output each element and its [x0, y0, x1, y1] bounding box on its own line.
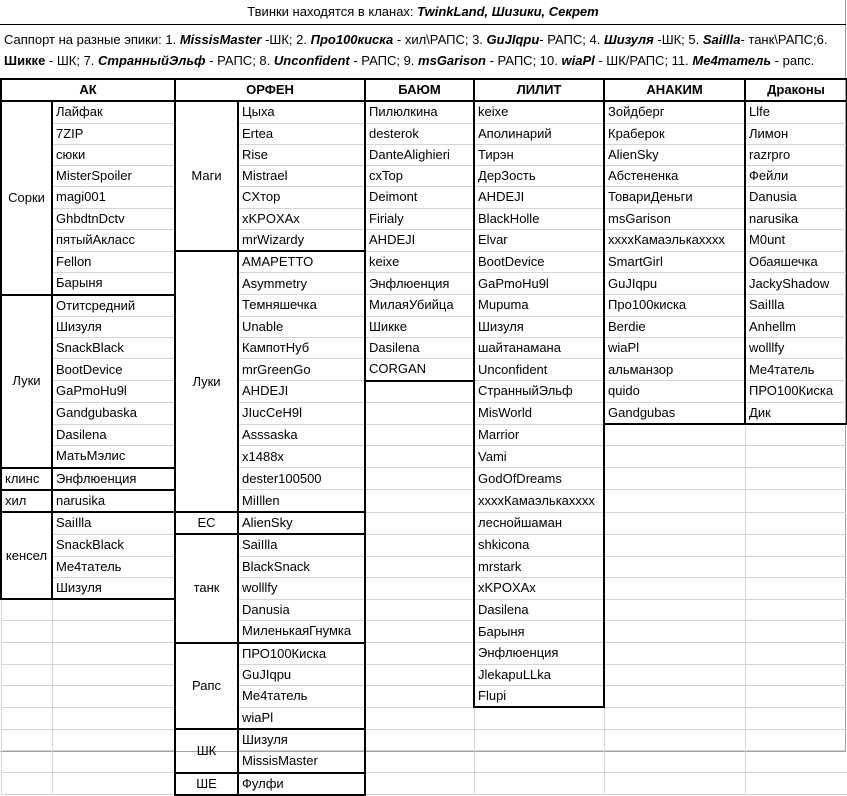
- orfen-player-cell[interactable]: КампотНуб: [238, 338, 365, 359]
- ak-player-cell[interactable]: GaPmoHu9l: [52, 381, 175, 403]
- dragons-player-cell[interactable]: JackyShadow: [745, 273, 847, 295]
- ak-group-hil: хил: [1, 490, 52, 512]
- table-row: [1, 729, 847, 751]
- empty-cell: [604, 599, 745, 621]
- orfen-player-cell[interactable]: SaiIlla: [238, 534, 365, 556]
- clans-title-prefix: Твинки находятся в кланах:: [247, 4, 418, 19]
- empty-cell: [1, 643, 52, 665]
- support-entry-name: MissisMaster: [179, 32, 262, 47]
- lilit-player-cell[interactable]: BlackHolle: [474, 208, 604, 229]
- lilit-player-cell[interactable]: Тирэн: [474, 144, 604, 165]
- orfen-player-cell[interactable]: Фулфи: [238, 773, 365, 795]
- support-entry-role: - РАПС;: [205, 52, 260, 68]
- support-entry-number: 3.: [472, 32, 487, 47]
- empty-cell: [365, 751, 474, 773]
- lilit-player-cell[interactable]: AHDEJI: [474, 187, 604, 208]
- empty-cell: [52, 729, 175, 751]
- support-entry-number: 9.: [403, 52, 419, 68]
- ak-group-klins: клинс: [1, 468, 52, 490]
- empty-cell: [604, 468, 745, 490]
- empty-cell: [365, 643, 474, 665]
- lilit-player-cell[interactable]: Энфлюенция: [474, 643, 604, 665]
- support-entry-number: 5.: [688, 32, 703, 47]
- empty-cell: [745, 599, 847, 621]
- empty-cell: [52, 751, 175, 773]
- baium-player-cell[interactable]: Энфлюенция: [365, 273, 474, 295]
- empty-cell: [365, 468, 474, 490]
- table-row: [1, 187, 847, 208]
- table-row: [1, 577, 847, 599]
- column-header-orfen: ОРФЕН: [175, 79, 365, 101]
- ak-player-cell[interactable]: пятыйАкласс: [52, 229, 175, 251]
- baium-player-cell[interactable]: Шикке: [365, 316, 474, 337]
- lilit-player-cell[interactable]: mrstark: [474, 556, 604, 577]
- ak-player-cell[interactable]: narusika: [52, 490, 175, 512]
- baium-player-cell[interactable]: keixe: [365, 251, 474, 273]
- empty-cell: [1, 599, 52, 621]
- support-entry-number: 6.: [816, 32, 828, 47]
- orfen-player-cell[interactable]: x1488x: [238, 446, 365, 468]
- table-row: [1, 490, 847, 512]
- lilit-player-cell[interactable]: BootDevice: [474, 251, 604, 273]
- table-row: [1, 664, 847, 685]
- empty-cell: [474, 707, 604, 729]
- empty-cell: [745, 773, 847, 795]
- empty-cell: [1, 707, 52, 729]
- orfen-group-tank: танк: [175, 534, 238, 642]
- empty-cell: [604, 643, 745, 665]
- lilit-player-cell[interactable]: Vami: [474, 446, 604, 468]
- orfen-group-magi: Маги: [175, 101, 238, 251]
- table-row: [1, 468, 847, 490]
- empty-cell: [474, 751, 604, 773]
- dragons-player-cell[interactable]: narusika: [745, 208, 847, 229]
- empty-cell: [745, 664, 847, 685]
- anakim-player-cell[interactable]: Berdie: [604, 316, 745, 337]
- table-row: [1, 424, 847, 446]
- table-row: [1, 316, 847, 337]
- lilit-player-cell[interactable]: Elvar: [474, 229, 604, 251]
- support-line: [4, 26, 844, 80]
- ak-player-cell[interactable]: МатьМэлис: [52, 446, 175, 468]
- empty-cell: [745, 468, 847, 490]
- clans-list: TwinkLand, Шизики, Секрет: [417, 4, 599, 19]
- support-entry-name: Unconfident: [273, 52, 350, 68]
- empty-cell: [745, 534, 847, 556]
- lilit-player-cell[interactable]: СтранныйЭльф: [474, 381, 604, 403]
- orfen-player-cell[interactable]: Asssaska: [238, 424, 365, 446]
- anakim-player-cell[interactable]: Про100киска: [604, 295, 745, 317]
- empty-cell: [745, 707, 847, 729]
- table-row: [1, 621, 847, 643]
- ak-player-cell[interactable]: SnackBlack: [52, 534, 175, 556]
- table-row: [1, 229, 847, 251]
- orfen-player-cell[interactable]: ПРО100Киска: [238, 643, 365, 665]
- table-row: [1, 208, 847, 229]
- orfen-player-cell[interactable]: mrGreenGo: [238, 359, 365, 381]
- anakim-player-cell[interactable]: Абстененка: [604, 166, 745, 187]
- empty-cell: [52, 773, 175, 795]
- baium-player-cell[interactable]: cxTop: [365, 166, 474, 187]
- table-row: [1, 751, 847, 773]
- support-entry-role: - ШК;: [45, 52, 84, 68]
- orfen-player-cell[interactable]: Ertea: [238, 123, 365, 144]
- anakim-player-cell[interactable]: wiaPl: [604, 338, 745, 359]
- support-entry-number: 1.: [165, 32, 180, 47]
- support-entry-role: - РАПС;: [539, 32, 590, 47]
- table-row: [1, 446, 847, 468]
- table-row: [1, 101, 847, 123]
- orfen-group-ec: ЕС: [175, 512, 238, 534]
- empty-cell: [365, 773, 474, 795]
- anakim-player-cell[interactable]: quido: [604, 381, 745, 403]
- baium-player-cell[interactable]: Пилюлкина: [365, 101, 474, 123]
- empty-cell: [745, 751, 847, 773]
- support-entry-number: 11.: [671, 52, 693, 68]
- lilit-player-cell[interactable]: GodOfDreams: [474, 468, 604, 490]
- column-header-anakim: АНАКИМ: [604, 79, 745, 101]
- dragons-player-cell[interactable]: ПРО100Киска: [745, 381, 847, 403]
- support-entry-number: 10.: [539, 52, 562, 68]
- anakim-player-cell[interactable]: GuJIqpu: [604, 273, 745, 295]
- dragons-player-cell[interactable]: Лимон: [745, 123, 847, 144]
- table-row: [1, 359, 847, 381]
- dragons-player-cell[interactable]: Фейли: [745, 166, 847, 187]
- empty-cell: [604, 577, 745, 599]
- orfen-player-cell[interactable]: CXтор: [238, 187, 365, 208]
- empty-cell: [365, 490, 474, 512]
- table-row: [1, 643, 847, 665]
- support-entry-number: 8.: [259, 52, 274, 68]
- empty-cell: [1, 621, 52, 643]
- orfen-player-cell[interactable]: Danusia: [238, 599, 365, 621]
- empty-cell: [52, 664, 175, 685]
- empty-cell: [745, 490, 847, 512]
- table-row: [1, 707, 847, 729]
- table-row: [1, 295, 847, 317]
- orfen-player-cell[interactable]: Цыха: [238, 101, 365, 123]
- empty-cell: [52, 686, 175, 708]
- empty-cell: [365, 424, 474, 446]
- empty-cell: [604, 534, 745, 556]
- lilit-player-cell[interactable]: Marrior: [474, 424, 604, 446]
- dragons-player-cell[interactable]: Danusia: [745, 187, 847, 208]
- empty-cell: [604, 686, 745, 708]
- orfen-player-cell[interactable]: Темняшечка: [238, 295, 365, 317]
- ak-player-cell[interactable]: MisterSpoiler: [52, 166, 175, 187]
- empty-cell: [365, 534, 474, 556]
- empty-cell: [365, 556, 474, 577]
- ak-player-cell[interactable]: Me4тaтель: [52, 556, 175, 577]
- column-header-baium: БАЮМ: [365, 79, 474, 101]
- ak-player-cell[interactable]: SaiIlla: [52, 512, 175, 534]
- table-row: [1, 251, 847, 273]
- ak-player-cell[interactable]: Барыня: [52, 273, 175, 295]
- support-entry-name: Шизуля: [603, 32, 654, 47]
- table-row: [1, 534, 847, 556]
- ak-player-cell[interactable]: Gandgubaska: [52, 402, 175, 424]
- table-row: [1, 686, 847, 708]
- orfen-group-luki: Луки: [175, 251, 238, 512]
- ak-player-cell[interactable]: SnackBlack: [52, 338, 175, 359]
- lilit-player-cell[interactable]: xKPOXAx: [474, 577, 604, 599]
- empty-cell: [52, 707, 175, 729]
- orfen-group-she: ШЕ: [175, 773, 238, 795]
- orfen-player-cell[interactable]: wolllfy: [238, 577, 365, 599]
- support-entry-role: - рапс.: [771, 52, 815, 68]
- empty-cell: [52, 599, 175, 621]
- clans-title: [0, 0, 846, 25]
- dragons-player-cell[interactable]: razrpro: [745, 144, 847, 165]
- orfen-player-cell[interactable]: Me4тaтель: [238, 686, 365, 708]
- table-row: [1, 338, 847, 359]
- orfen-player-cell[interactable]: MiIllen: [238, 490, 365, 512]
- baium-player-cell[interactable]: AHDEJI: [365, 229, 474, 251]
- empty-cell: [604, 621, 745, 643]
- empty-cell: [1, 729, 52, 751]
- empty-cell: [745, 621, 847, 643]
- baium-player-cell[interactable]: МилаяУбийца: [365, 295, 474, 317]
- empty-cell: [474, 773, 604, 795]
- baium-player-cell[interactable]: Dasilena: [365, 338, 474, 359]
- table-row: [1, 512, 847, 534]
- empty-cell: [745, 686, 847, 708]
- support-entry-name: GuJIqpu: [486, 32, 540, 47]
- anakim-player-cell[interactable]: Gandgubas: [604, 402, 745, 424]
- orfen-player-cell[interactable]: Asymmetry: [238, 273, 365, 295]
- empty-cell: [604, 512, 745, 534]
- lilit-player-cell[interactable]: keixe: [474, 101, 604, 123]
- support-entry-role: - РАПС;: [485, 52, 540, 68]
- empty-cell: [604, 751, 745, 773]
- empty-cell: [745, 556, 847, 577]
- orfen-player-cell[interactable]: MissisMaster: [238, 751, 365, 773]
- support-entry-name: Шикке: [4, 52, 46, 68]
- lilit-player-cell[interactable]: Dasilena: [474, 599, 604, 621]
- empty-cell: [365, 707, 474, 729]
- lilit-player-cell[interactable]: Шизуля: [474, 316, 604, 337]
- table-row: [1, 273, 847, 295]
- ak-player-cell[interactable]: GhbdtnDctv: [52, 208, 175, 229]
- ak-player-cell[interactable]: Шизуля: [52, 316, 175, 337]
- empty-cell: [365, 686, 474, 708]
- ak-player-cell[interactable]: 7ZIP: [52, 123, 175, 144]
- support-entry-name: msGarison: [418, 52, 486, 68]
- empty-cell: [1, 686, 52, 708]
- empty-cell: [604, 556, 745, 577]
- empty-cell: [1, 664, 52, 685]
- orfen-player-cell[interactable]: AHDEJI: [238, 381, 365, 403]
- lilit-player-cell[interactable]: Flupi: [474, 686, 604, 708]
- orfen-player-cell[interactable]: Mistrael: [238, 166, 365, 187]
- lilit-player-cell[interactable]: shkicona: [474, 534, 604, 556]
- table-row: [1, 123, 847, 144]
- empty-cell: [604, 664, 745, 685]
- empty-cell: [365, 577, 474, 599]
- table-row: [1, 166, 847, 187]
- ak-player-cell[interactable]: Энфлюенция: [52, 468, 175, 490]
- empty-cell: [52, 621, 175, 643]
- lilit-player-cell[interactable]: JlekapuLLka: [474, 664, 604, 685]
- anakim-player-cell[interactable]: Краберок: [604, 123, 745, 144]
- empty-cell: [604, 729, 745, 751]
- empty-cell: [745, 643, 847, 665]
- support-entry-role: - танк\РАПС;: [740, 32, 817, 47]
- lilit-player-cell[interactable]: MisWorld: [474, 402, 604, 424]
- baium-player-cell[interactable]: CORGAN: [365, 359, 474, 381]
- table-row: [1, 381, 847, 403]
- empty-cell: [365, 512, 474, 534]
- ak-player-cell[interactable]: сюки: [52, 144, 175, 165]
- orfen-player-cell[interactable]: mrWizardy: [238, 229, 365, 251]
- orfen-player-cell[interactable]: xKPOXAx: [238, 208, 365, 229]
- baium-player-cell[interactable]: Deimont: [365, 187, 474, 208]
- empty-cell: [365, 402, 474, 424]
- orfen-player-cell[interactable]: Шизуля: [238, 729, 365, 751]
- orfen-player-cell[interactable]: wiaPl: [238, 707, 365, 729]
- orfen-group-raps: Рапс: [175, 643, 238, 730]
- orfen-player-cell[interactable]: AlienSky: [238, 512, 365, 534]
- ak-group-sorki: Сорки: [1, 101, 52, 294]
- empty-cell: [474, 729, 604, 751]
- anakim-player-cell[interactable]: msGarison: [604, 208, 745, 229]
- table-row: [1, 402, 847, 424]
- empty-cell: [604, 424, 745, 446]
- anakim-player-cell[interactable]: xxxxКамаэлькаxxxx: [604, 229, 745, 251]
- support-entry-name: Me4тaтель: [692, 52, 772, 68]
- lilit-player-cell[interactable]: леснойшаман: [474, 512, 604, 534]
- empty-cell: [1, 751, 52, 773]
- lilit-player-cell[interactable]: Unconfident: [474, 359, 604, 381]
- ak-player-cell[interactable]: Лайфак: [52, 101, 175, 123]
- lilit-player-cell[interactable]: Аполинарий: [474, 123, 604, 144]
- ak-player-cell[interactable]: Fellon: [52, 251, 175, 273]
- support-entry-name: Про100киска: [310, 32, 394, 47]
- dragons-player-cell[interactable]: Anhellm: [745, 316, 847, 337]
- column-header-lilit: ЛИЛИТ: [474, 79, 604, 101]
- support-entry-name: SaiIlla: [702, 32, 741, 47]
- empty-cell: [365, 729, 474, 751]
- support-entry-role: -ШК;: [653, 32, 689, 47]
- lilit-player-cell[interactable]: ДерЗость: [474, 166, 604, 187]
- support-prefix: Саппорт на разные эпики:: [4, 32, 166, 47]
- roster-table: [0, 78, 847, 796]
- ak-player-cell[interactable]: Шизуля: [52, 577, 175, 599]
- empty-cell: [604, 707, 745, 729]
- orfen-player-cell[interactable]: Unable: [238, 316, 365, 337]
- dragons-player-cell[interactable]: wolllfy: [745, 338, 847, 359]
- table-row: [1, 556, 847, 577]
- empty-cell: [365, 381, 474, 403]
- ak-player-cell[interactable]: Отитсредний: [52, 295, 175, 317]
- ak-player-cell[interactable]: BootDevice: [52, 359, 175, 381]
- dragons-player-cell[interactable]: SaiIlla: [745, 295, 847, 317]
- empty-cell: [745, 577, 847, 599]
- empty-cell: [604, 490, 745, 512]
- support-entry-role: - РАПС;: [349, 52, 404, 68]
- orfen-player-cell[interactable]: GuJIqpu: [238, 664, 365, 685]
- orfen-player-cell[interactable]: Rise: [238, 144, 365, 165]
- anakim-player-cell[interactable]: AlienSky: [604, 144, 745, 165]
- support-entry-number: 7.: [83, 52, 99, 68]
- support-entry-number: 2.: [296, 32, 311, 47]
- orfen-group-shk: ШК: [175, 729, 238, 773]
- empty-cell: [745, 512, 847, 534]
- dragons-player-cell[interactable]: M0unt: [745, 229, 847, 251]
- lilit-player-cell[interactable]: Барыня: [474, 621, 604, 643]
- orfen-player-cell[interactable]: МиленькаяГнумка: [238, 621, 365, 643]
- empty-cell: [745, 424, 847, 446]
- support-entry-role: - хил\РАПС;: [393, 32, 473, 47]
- column-header-row: [1, 79, 847, 101]
- dragons-player-cell[interactable]: Дик: [745, 402, 847, 424]
- table-row: [1, 144, 847, 165]
- empty-cell: [365, 621, 474, 643]
- dragons-player-cell[interactable]: Me4тaтель: [745, 359, 847, 381]
- ak-group-luki: Луки: [1, 295, 52, 468]
- empty-cell: [365, 446, 474, 468]
- empty-cell: [365, 599, 474, 621]
- lilit-player-cell[interactable]: xxxxКамаэлькаxxxx: [474, 490, 604, 512]
- lilit-player-cell[interactable]: шайтанамана: [474, 338, 604, 359]
- table-row: [1, 599, 847, 621]
- baium-player-cell[interactable]: Firialy: [365, 208, 474, 229]
- empty-cell: [604, 773, 745, 795]
- baium-player-cell[interactable]: desterok: [365, 123, 474, 144]
- column-header-ak: АК: [1, 79, 175, 101]
- empty-cell: [365, 664, 474, 685]
- empty-cell: [604, 446, 745, 468]
- lilit-player-cell[interactable]: GaPmoHu9l: [474, 273, 604, 295]
- ak-group-kensel: кенсел: [1, 512, 52, 599]
- orfen-player-cell[interactable]: JIucCeH9l: [238, 402, 365, 424]
- anakim-player-cell[interactable]: ТовариДеньги: [604, 187, 745, 208]
- orfen-player-cell[interactable]: BlackSnack: [238, 556, 365, 577]
- lilit-player-cell[interactable]: Mupuma: [474, 295, 604, 317]
- dragons-player-cell[interactable]: Llfe: [745, 101, 847, 123]
- anakim-player-cell[interactable]: SmartGirl: [604, 251, 745, 273]
- orfen-player-cell[interactable]: dester100500: [238, 468, 365, 490]
- dragons-player-cell[interactable]: Обаяшечка: [745, 251, 847, 273]
- empty-cell: [1, 773, 52, 795]
- empty-cell: [52, 643, 175, 665]
- support-entry-name: wiaPl: [561, 52, 595, 68]
- empty-cell: [745, 729, 847, 751]
- support-entry-name: СтранныйЭльф: [98, 52, 206, 68]
- orfen-player-cell[interactable]: AMAPETTO: [238, 251, 365, 273]
- ak-player-cell[interactable]: magi001: [52, 187, 175, 208]
- column-header-dragons: Драконы: [745, 79, 847, 101]
- ak-player-cell[interactable]: Dasilena: [52, 424, 175, 446]
- anakim-player-cell[interactable]: альманзор: [604, 359, 745, 381]
- anakim-player-cell[interactable]: Зойдберг: [604, 101, 745, 123]
- support-entry-role: - ШК/РАПС;: [594, 52, 672, 68]
- support-entry-role: -ШК;: [261, 32, 297, 47]
- empty-cell: [745, 446, 847, 468]
- table-row: [1, 773, 847, 795]
- support-entry-number: 4.: [589, 32, 604, 47]
- baium-player-cell[interactable]: DanteAlighieri: [365, 144, 474, 165]
